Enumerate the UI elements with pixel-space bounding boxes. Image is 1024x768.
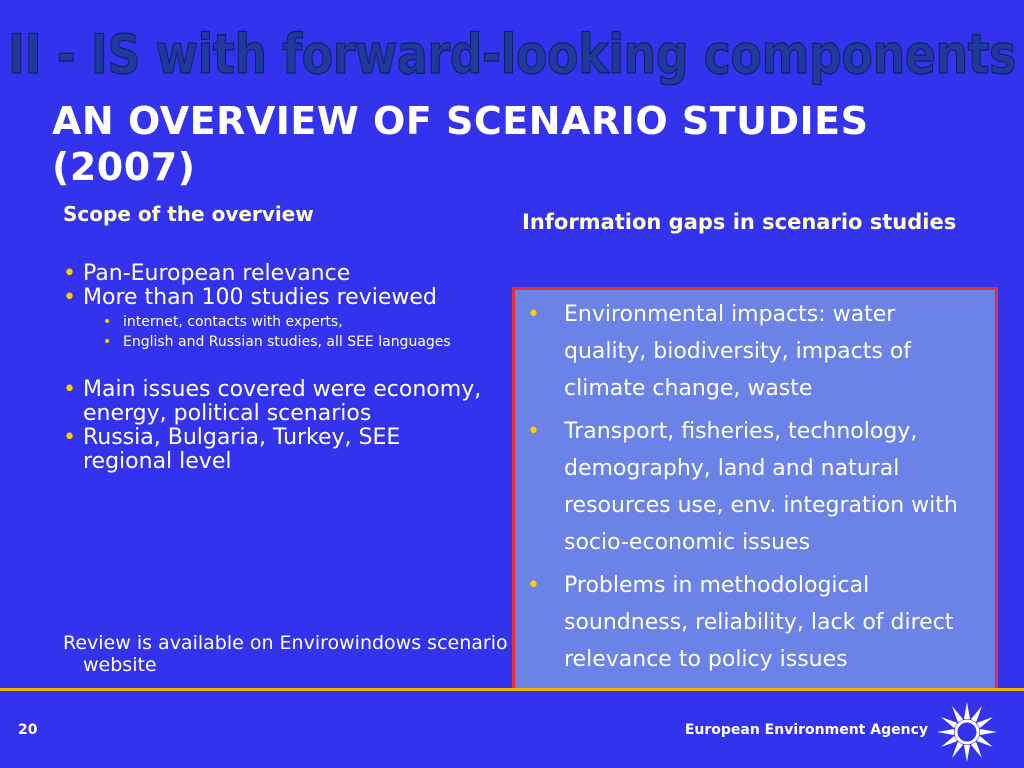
scope-list: [63, 262, 483, 474]
right-heading: Information gaps in scenario studies: [522, 210, 957, 234]
scope-bullet: • Pan-European relevance: [63, 262, 483, 286]
scope-bullet: • Russia, Bulgaria, Turkey, SEE regional level: [63, 426, 483, 474]
page-number: 20: [18, 722, 38, 738]
gaps-list: [515, 290, 995, 678]
scope-bullet: [63, 286, 483, 350]
review-note: Review is available on Envirowindows scenario website: [63, 632, 508, 676]
scope-sub-list: [83, 314, 483, 350]
gap-bullet: • Problems in methodological soundness, reliability, lack of direct relevance to policy issues: [527, 567, 983, 678]
gap-bullet: • Transport, fisheries, technology, demography, land and natural resources use, env. integration with socio-economic issues: [527, 413, 983, 561]
slide-banner: II - IS with forward-looking components: [7, 22, 1017, 86]
slide-title: AN OVERVIEW OF SCENARIO STUDIES (2007): [52, 99, 869, 189]
left-heading: Scope of the overview: [63, 202, 314, 226]
scope-sub-bullet: • internet, contacts with experts,: [103, 314, 483, 330]
scope-bullet: • Main issues covered were economy, energy, political scenarios: [63, 378, 483, 426]
list-spacer: [63, 354, 483, 378]
gaps-box: [512, 287, 998, 691]
scope-sub-bullet: • English and Russian studies, all SEE languages: [103, 334, 483, 350]
gap-bullet: • Environmental impacts: water quality, biodiversity, impacts of climate change, waste: [527, 296, 983, 407]
eea-sun-logo-icon: [932, 700, 1002, 764]
scope-bullet-text: More than 100 studies reviewed: [83, 285, 437, 310]
footer-rule: [0, 688, 1024, 691]
agency-name: European Environment Agency: [684, 722, 928, 738]
